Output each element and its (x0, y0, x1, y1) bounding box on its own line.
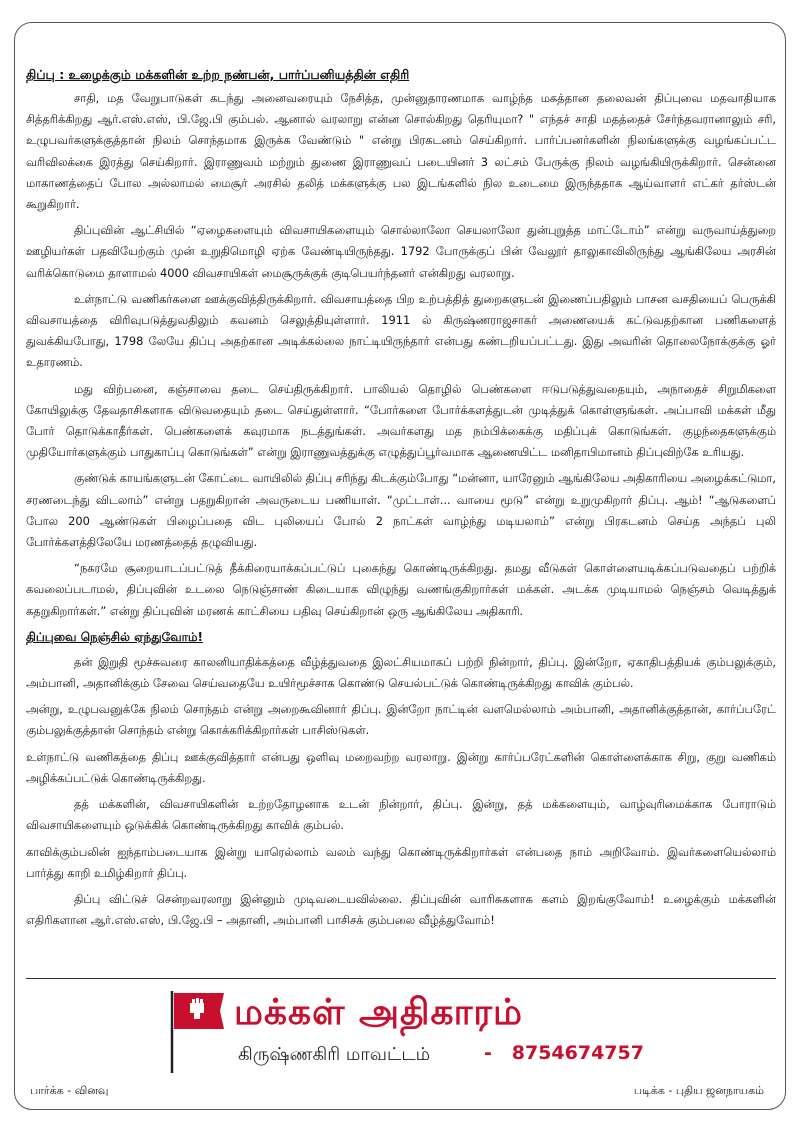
paragraph: அன்று, உழுபவனுக்கே நிலம் சொந்தம் என்று அறைகூவினார் திப்பு. இன்றோ நாட்டின் வளமெல்லாம் அம்பானி, அதானிக்குத்தான், கார்ப்பரேட் கும்பலுக்குத்தான் சொந்தம் என்று கொக்கரிக்கிறார்கள் பாசிஸ்டுகள். (26, 702, 776, 738)
footer-divider (26, 978, 776, 979)
section-subheading: திப்புவை நெஞ்சில் ஏந்துவோம்! (26, 629, 204, 644)
contact-phone (484, 1041, 644, 1065)
paragraph: உள்நாட்டு வணிகர்களை ஊக்குவித்திருக்கிறார். விவசாயத்தை பிற உற்பத்தித் துறைகளுடன் இணைப்பதிலும் பாசன வசதியைப் பெருக்கி விவசாயத்தை விரிவுபடுத்துவதிலும் கவனம் செலுத்தியுள்ளார். 1911 ல் கிருஷ்ணராஜசாகர் அணையைக் கட்டுவதற்கான பணிகளைத் துவக்கியபோது, 1798 லேயே திப்பு அதற்கான அடிக்கல்லை நாட்டியிருந்தார் என்பது கண்டறியப்பட்டது. இது அவரின் தொலைநோக்குக்கு ஓர் உதாரணம். (26, 291, 776, 370)
organization-logo-block (168, 985, 644, 1075)
paragraph: திப்பு விட்டுச் சென்றவரலாறு இன்னும் முடிவடையவில்லை. திப்புவின் வாரிசுகளாக களம் இறங்குவோம்! உழைக்கும் மக்களின் எதிரிகளான ஆர்.எஸ்.எஸ், பி.ஜே.பி – அதானி, அம்பானி பாசிசக் கும்பலை வீழ்த்துவோம்! (26, 891, 776, 928)
paragraph: உள்நாட்டு வணிகத்தை திப்பு ஊக்குவித்தார் என்பது ஒளிவு மறைவற்ற வரலாறு. இன்று கார்ப்பரேட்களின் கொள்ளைக்காக சிறு, குறு வணிகம் அழிக்கப்பட்டுக் கொண்டிருக்கிறது. (26, 749, 776, 785)
paragraph: தத் மக்களின், விவசாயிகளின் உற்றதோழனாக உடன் நின்றார், திப்பு. இன்று, தத் மக்களையும், வாழ்வுரிமைக்காக போராடும் விவசாயிகளையும் ஒடுக்கிக் கொண்டிருக்கிறது காவிக் கும்பல். (26, 797, 776, 833)
footer-right-note: படிக்க - புதிய ஜனநாயகம் (633, 1084, 764, 1097)
paragraph: சாதி, மத வேறுபாடுகள் கடந்து அனைவரையும் நேசித்த, முன்னுதாரணமாக வாழ்ந்த மகத்தான தலைவன் திப்புவை மதவாதியாக சித்தரிக்கிறது ஆர்.எஸ்.எஸ், பி.ஜே.பி கும்பல். ஆனால் வரலாறு என்ன சொல்கிறது தெரியுமா? " எந்தச் சாதி மதத்தைச் சேர்ந்தவரானாலும் சரி, உழுபவர்களுக்குத்தான் நிலம் சொந்தமாக இருக்க வேண்டும் " என்று பிரகடனம் செய்கிறார். பார்ப்பனர்களின் நிலங்களுக்கு வழங்கப்பட்ட வரிவிலக்கை இரத்து செய்கிறார். இராணுவம் மற்றும் துணை இராணுவப் படையினர் 3 லட்சம் பேருக்கு நிலம் வழங்கியிருக்கிறார். சென்னை மாகாணத்தைப் போல அல்லாமல் மைசூர் அரசில் தலித் மக்களுக்கு பல இடங்களில் நில உடைமை இருந்ததாக ஆய்வாளர் எட்கர் தர்ஸ்டன் கூறுகிறார். (26, 91, 776, 212)
red-flag-fist-icon (168, 989, 228, 1073)
phone-prefix: - (484, 1042, 492, 1064)
organization-name: மக்கள் அதிகாரம் (234, 992, 523, 1033)
paragraph: திப்புவின் ஆட்சியில் “ஏழைகளையும் விவசாயிகளையும் சொல்லாலோ செயலாலோ துன்புறுத்த மாட்டோம்” என்று வருவாய்த்துறை ஊழியர்கள் பதவியேற்கும் முன் உறுதிமொழி ஏற்க வேண்டியிருந்தது. 1792 போருக்குப் பின் வேலூர் தாலுகாவிலிருந்து ஆங்கிலேய அரசின் வரிக்கொடுமை தாளாமல் 4000 விவசாயிகள் மைசூருக்குக் குடிபெயர்ந்தனர் என்கிறது வரலாறு. (26, 223, 776, 280)
article-body (26, 66, 776, 936)
paragraph: தன் இறுதி மூச்சுவரை காலனியாதிக்கத்தை வீழ்த்துவதை இலட்சியமாகப் பற்றி நின்றார், திப்பு. இன்றோ, ஏகாதிபத்தியக் கும்பலுக்கும், அம்பானி, அதானிக்கும் சேவை செய்வதையே உயிர்மூச்சாக கொண்டு செயல்பட்டுக் கொண்டிருக்கிறது காவிக் கும்பல். (26, 654, 776, 691)
district-name: கிருஷ்ணகிரி மாவட்டம் (238, 1044, 431, 1065)
footer-left-note: பார்க்க - வினவு (30, 1084, 109, 1097)
article-title: திப்பு : உழைக்கும் மக்களின் உற்ற நண்பன், பார்ப்பனியத்தின் எதிரி (26, 67, 410, 82)
paragraph: “நகரமே சூறையாடப்பட்டுத் தீக்கிரையாக்கப்பட்டுப் புகைந்து கொண்டிருக்கிறது. தமது வீடுகள் கொள்ளையடிக்கப்படுவதைப் பற்றிக் கவலைப்படாமல், திப்புவின் உடலை நெடுஞ்சாண் கிடையாக விழுந்து வணங்குகிறார்கள் மக்கள். அடக்க முடியாமல் நெஞ்சம் வெடித்துக் கதறுகிறார்கள்.” என்று திப்புவின் மரணக் காட்சியை பதிவு செய்கிறான் ஒரு ஆங்கிலேய அதிகாரி. (26, 561, 776, 618)
paragraph: காவிக்கும்பலின் ஐந்தாம்படையாக இன்று யாரெல்லாம் வலம் வந்து கொண்டிருக்கிறார்கள் என்பதை நாம் அறிவோம். இவர்களையெல்லாம் பார்த்து காறி உமிழ்கிறார் திப்பு. (26, 844, 776, 880)
paragraph: மது விற்பனை, கஞ்சாவை தடை செய்திருக்கிறார். பாலியல் தொழில் பெண்களை ஈடுபடுத்துவதையும், அநாதைச் சிறுமிகளை கோயிலுக்கு தேவதாசிகளாக விடுவதையும் தடை செய்துள்ளார். “போர்களை போர்க்களத்துடன் முடித்துக் கொள்ளுங்கள். அப்பாவி மக்கள் மீது போர் தொடுக்காதீர்கள். பெண்களைக் கவுரமாக நடத்துங்கள். அவர்களது மத நம்பிக்கைக்கு மதிப்புக் கொடுங்கள். குழந்தைகளுக்கும் முதியோர்களுக்கும் பாதுகாப்பு கொடுங்கள்” என்று இராணுவத்துக்கு எழுத்துப்பூர்வமாக ஆணையிட்ட மனிதாபிமானம் திப்புவிற்கே உரியது. (26, 381, 776, 460)
phone-number: 8754674757 (511, 1042, 644, 1064)
paragraph: குண்டுக் காயங்களுடன் கோட்டை வாயிலில் திப்பு சரிந்து கிடக்கும்போது “மன்னா, யாரேனும் ஆங்கிலேய அதிகாரியை அழைக்கட்டுமா, சரணடைந்து விடலாம்” என்று பதறுகிறான் அவருடைய பணியாள். “முட்டாள்... வாயை மூடு” என்று உறுமுகிறார் திப்பு. ஆம்! “ஆடுகளைப் போல 200 ஆண்டுகள் பிழைப்பதை விட புலியைப் போல் 2 நாட்கள் வாழ்ந்து மடியலாம்” என்று பிரகடனம் செய்த அந்தப் புலி போர்க்களத்திலேயே மரணத்தைத் தழுவியது. (26, 471, 776, 550)
